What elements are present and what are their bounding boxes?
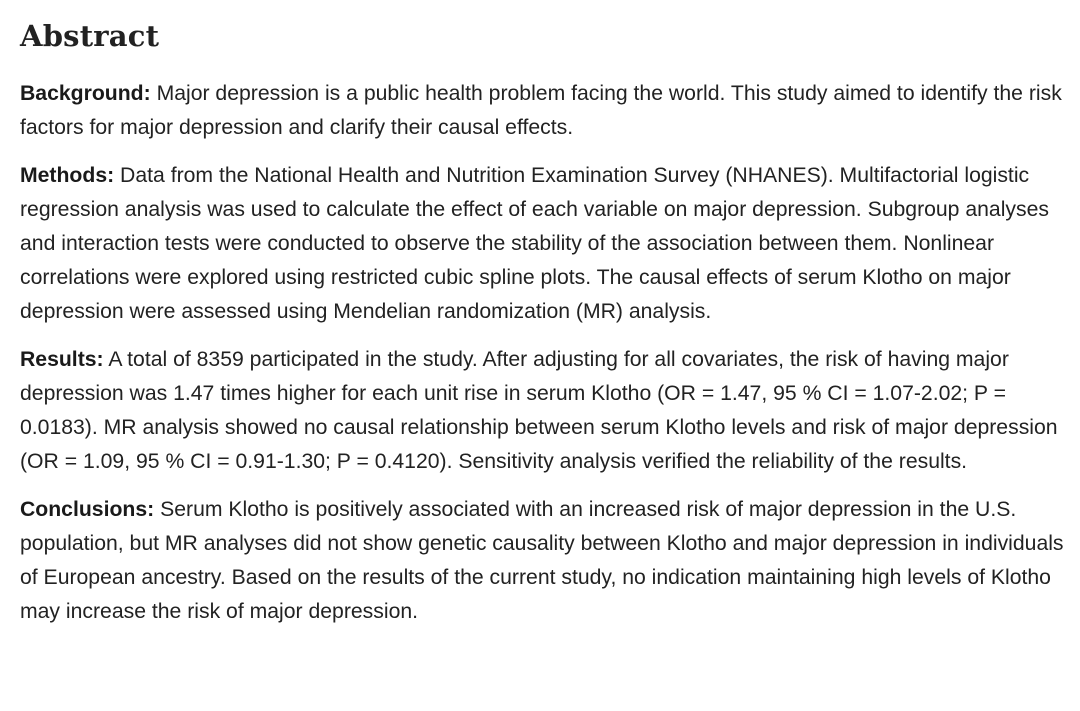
section-label-background: Background: bbox=[20, 82, 151, 105]
section-text-background: Major depression is a public health problem facing the world. This study aimed to identify the risk factors for major depression and clarify their causal effects. bbox=[20, 82, 1062, 139]
abstract-heading: Abstract bbox=[20, 19, 160, 53]
abstract-section-methods bbox=[20, 159, 1065, 329]
section-text-methods: Data from the National Health and Nutrition Examination Survey (NHANES). Multifactorial logistic regression analysis was used to calculate the effect of each variable on major depression. Subgroup analyses and interaction tests were conducted to observe the stability of the association between them. Nonlinear correlations were explored using restricted cubic spline plots. The causal effects of serum Klotho on major depression were assessed using Mendelian randomization (MR) analysis. bbox=[20, 164, 1049, 323]
section-label-results: Results: bbox=[20, 348, 104, 371]
section-text-conclusions: Serum Klotho is positively associated with an increased risk of major depression in the U.S. population, but MR analyses did not show genetic causality between Klotho and major depression in individuals of European ancestry. Based on the results of the current study, no indication maintaining high levels of Klotho may increase the risk of major depression. bbox=[20, 498, 1064, 623]
section-label-conclusions: Conclusions: bbox=[20, 498, 155, 521]
abstract-section-background bbox=[20, 77, 1065, 145]
abstract-container bbox=[20, 14, 1065, 643]
abstract-section-conclusions bbox=[20, 493, 1065, 629]
section-label-methods: Methods: bbox=[20, 164, 115, 187]
section-text-results: A total of 8359 participated in the study. After adjusting for all covariates, the risk of having major depression was 1.47 times higher for each unit rise in serum Klotho (OR = 1.47, 95 % CI = 1.07-2.02; P = 0.0183). MR analysis showed no causal relationship between serum Klotho levels and risk of major depression (OR = 1.09, 95 % CI = 0.91-1.30; P = 0.4120). Sensitivity analysis verified the reliability of the results. bbox=[20, 348, 1058, 473]
abstract-section-results bbox=[20, 343, 1065, 479]
